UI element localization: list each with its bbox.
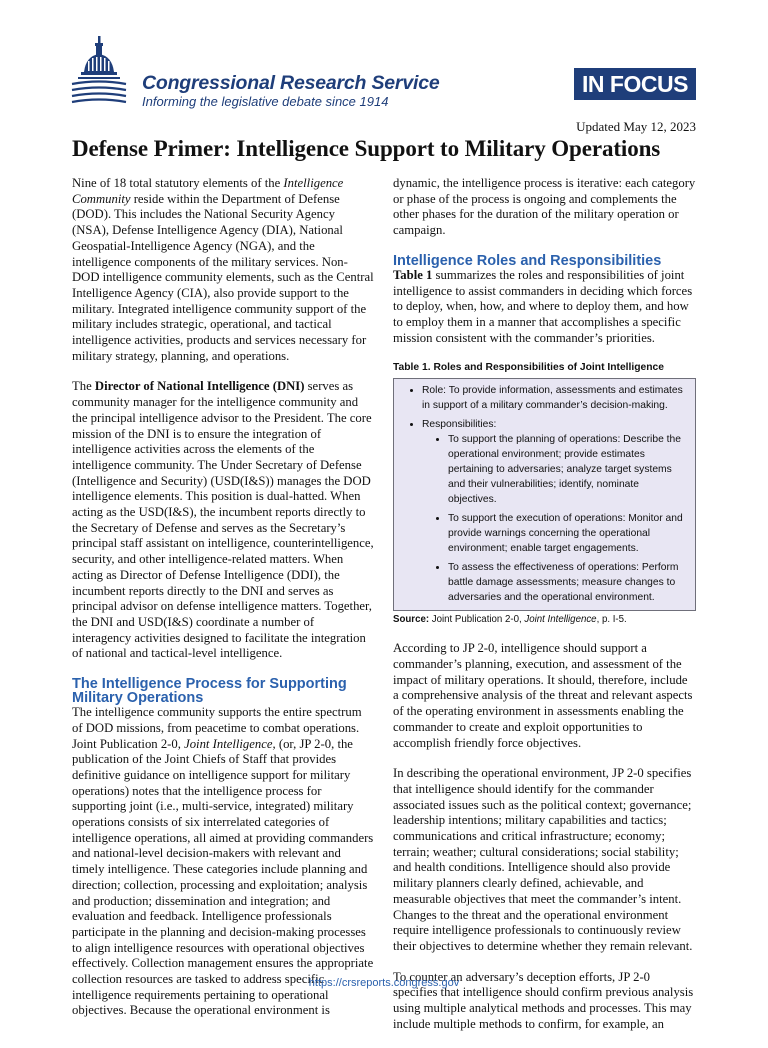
table-box [393, 378, 696, 611]
paragraph: In describing the operational environment, JP 2-0 specifies that intelligence should identify for the commander associated issues such as the political context; governance; leadership intentions; military capabilities and tactics; communications and critical infrastructure; economy; terrain; weather; cultural considerations; social stability; and health conditions. Intelligence should also provide military planners clearly defined, achievable, and measurable objectives that meet the commander’s intent. Changes to the threat and the operational environment require intelligence professionals to continuously review their objectives to determine whether they remain relevant. [393, 766, 693, 953]
footer-url-link[interactable]: https://crsreports.congress.gov [308, 977, 460, 989]
paragraph: dynamic, the intelligence process is iterative: each category or phase of the process is ongoing and complements the other phases for the duration of the military operation or campaign. [393, 176, 696, 238]
source-label: Source: [393, 614, 430, 626]
section-heading: Intelligence Roles and Responsibilities [393, 252, 662, 269]
updated-date: Updated May 12, 2023 [576, 119, 696, 134]
left-column [72, 176, 375, 1034]
sub-bullet-list [422, 432, 689, 605]
text: The [72, 379, 95, 394]
table-title: Table 1. Roles and Responsibilities of Joint Intelligence [393, 362, 665, 374]
list-item: • Role: To provide information, assessments and estimates in support of a military commander’s decision-making. [422, 383, 689, 413]
list-item: • To assess the effectiveness of operations: Perform battle damage assessments; measure changes to adversaries and the operational environment. [448, 560, 689, 605]
bullet-list [398, 383, 689, 605]
text: Joint Publication 2-0, [429, 614, 525, 626]
paragraph [72, 176, 375, 364]
table-reference-link[interactable]: Table 1 [393, 267, 433, 282]
paragraph [72, 705, 375, 1019]
list-item: • To support the planning of operations: Describe the operational environment; provide estimates pertaining to adversaries; analyze target systems and their vulnerabilities; identify, nominate objectives. [448, 432, 689, 507]
text: (or, JP 2-0, the publication of the Joint Chiefs of Staff that provides definitive guidance on intelligence support for military operations) notes that the intelligence process for supporting joint (i.e., multi-service, integrated) military operations consists of six interrelated categories of intelligence operations, all aimed at providing commanders and national-level decision-makers with relevant and timely intelligence. These categories include planning and direction; collection, processing and exploitation; analysis and production; dissemination and integration; and evaluation and feedback. Intelligence professionals participate in the planning and decision-making processes to align intelligence resources with operational objectives effectively. Collection management ensures the appropriate collection resources are tasked to address specific intelligence requirements pertaining to operational objectives. Because the operational environment is [72, 736, 374, 1018]
paragraph: According to JP 2-0, intelligence should support a commander’s planning, execution, and assessment of the impact of military operations. It should, therefore, include a comprehensive analysis of the threat and relevant aspects of the operating environment in assessments enabling the commander to create and exploit opportunities to accomplish friendly force objectives. [393, 641, 693, 750]
paragraph [72, 379, 375, 662]
org-tagline: Informing the legislative debate since 1914 [142, 94, 389, 109]
text: Responsibilities: [422, 419, 497, 431]
text: reside within the Department of Defense (DOD). This includes the National Security Agency (NSA), Defense Intelligence Agency (DIA), National Geospatial-Intelligence Agency (NGA), and the intelligence components of the military services. Non-DOD intelligence community elements, such as the Central Intelligence Agency (CIA), also provide support to the military. Integrated intelligence community support of the military includes strategic, operational, and tactical intelligence activities, products and services necessary for military strategy, planning, and operations. [72, 191, 374, 363]
table-source [393, 614, 696, 626]
bold-term: Director of National Intelligence (DNI) [94, 379, 305, 394]
italic-term: Joint Intelligence, [184, 736, 276, 751]
org-name: Congressional Research Service [142, 72, 440, 94]
text: The intelligence community supports the entire spectrum of DOD missions, from peacetime to combat operations. Joint Publication 2-0, [72, 705, 362, 751]
paragraph [393, 268, 696, 347]
list-item [422, 417, 689, 605]
paragraph: To counter an adversary’s deception efforts, JP 2-0 specifies that intelligence should confirm previous analysis using multiple analytical methods and processes. This may include multiple methods to confirm, for example, an [393, 969, 694, 1031]
text: , p. I-5. [596, 614, 627, 626]
text: Nine of 18 total statutory elements of the [72, 176, 284, 190]
text: summarizes the roles and responsibilities of joint intelligence to assist commanders in deciding which forces to deploy, when, how, and where to deploy them, and how to employ them in a manner that accomplishes a specific mission consistent with the commander’s priorities. [393, 267, 693, 345]
italic-term: Intelligence Community [72, 176, 344, 206]
page-title: Defense Primer: Intelligence Support to Military Operations [72, 136, 661, 161]
section-heading: The Intelligence Process for Supporting Military Operations [72, 676, 347, 707]
italic-term: Joint Intelligence [524, 614, 597, 626]
text: serves as community manager for the intelligence community and the principal intelligence advisor to the President. The core mission of the DNI is to ensure the integration of intelligence activities across the elements of the intelligence community. The Under Secretary of Defense (Intelligence and Security) (USD(I&S)) manages the DOD intelligence elements. This position is dual-hatted. When acting as the USD(I&S), the incumbent reports directly to the Secretary of Defense and serves as the Secretary’s principal staff assistant on intelligence, counterintelligence, security, and other intelligence-related matters. When acting as Director of Defense Intelligence (DDI), the incumbent reports directly to the DNI and serves as principal advisor on defense intelligence matters. Together, the DNI and USD(I&S) coordinate a number of interagency activities designed to facilitate the integration of national and tactical-level intelligence. [72, 379, 374, 661]
capitol-dome-icon [70, 34, 128, 110]
in-focus-badge: IN FOCUS [574, 68, 696, 100]
right-column [393, 176, 696, 1048]
list-item: • To support the execution of operations: Monitor and provide warnings concerning the operational environment; enable target engagements. [448, 511, 689, 556]
